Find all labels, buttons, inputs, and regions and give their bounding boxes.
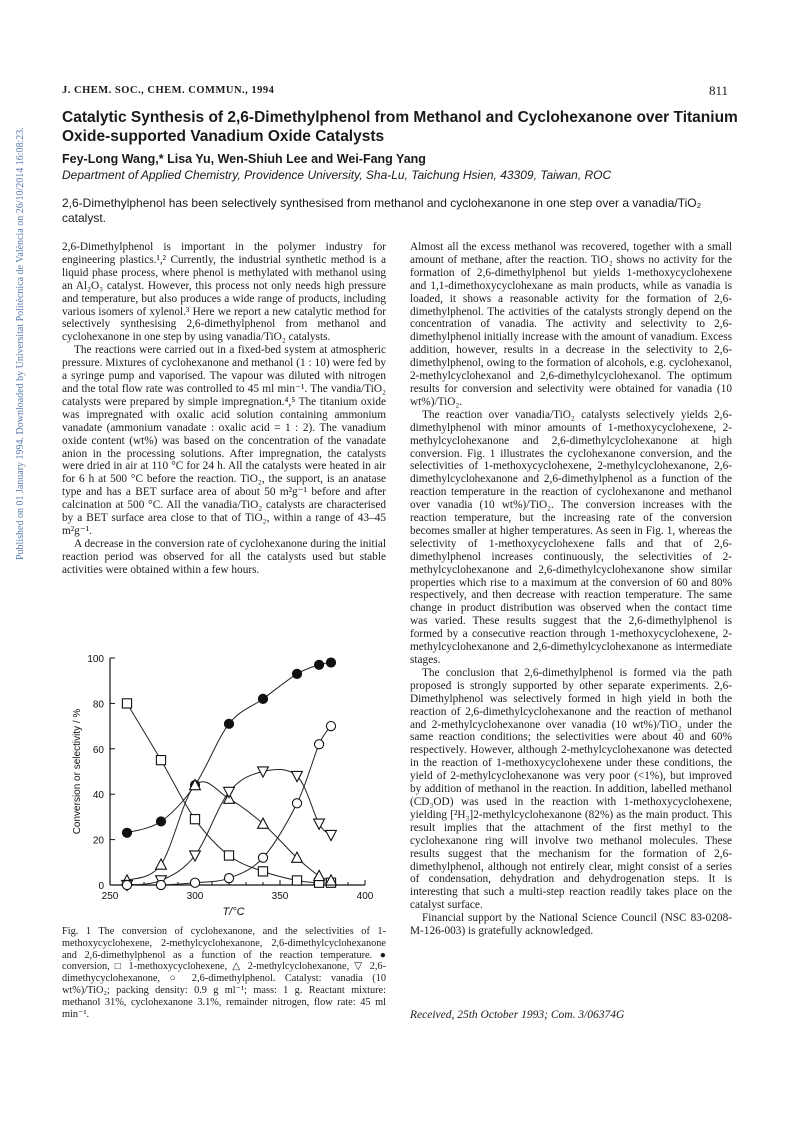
- data-point-dimethylphenol: [156, 880, 165, 889]
- x-tick-label: 350: [271, 891, 289, 902]
- paragraph: Financial support by the National Science Council (NSC 83-0208-M-126-003) is gratefully acknowledged.: [410, 912, 732, 938]
- y-tick-label: 0: [98, 881, 104, 892]
- figure-1: [62, 648, 392, 923]
- page-number: 811: [708, 83, 728, 98]
- right-column: [410, 241, 732, 938]
- y-tick-label: 20: [92, 835, 104, 847]
- x-tick-label: 300: [186, 891, 204, 902]
- figure-1-chart: [62, 648, 392, 923]
- data-point-dimethylphenol: [224, 874, 233, 883]
- y-tick-label: 40: [92, 790, 104, 802]
- data-point-methoxycyclohexene: [258, 867, 267, 876]
- data-point-methoxycyclohexene: [156, 756, 165, 765]
- x-tick-label: 250: [101, 891, 119, 902]
- data-point-conversion: [258, 694, 267, 703]
- data-point-dimethylphenol: [190, 878, 199, 887]
- data-point-dimethylphenol: [122, 880, 131, 889]
- data-point-methoxycyclohexene: [122, 699, 131, 708]
- data-point-dimethylphenol: [292, 799, 301, 808]
- x-tick-label: 400: [356, 891, 374, 902]
- data-point-dimethylcyclohexanone: [314, 819, 325, 829]
- authors: Fey-Long Wang,* Lisa Yu, Wen-Shiuh Lee and Wei-Fang Yang: [62, 152, 426, 166]
- x-axis-label: T/°C: [222, 906, 245, 918]
- abstract: 2,6-Dimethylphenol has been selectively synthesised from methanol and cyclohexanone in one step over a vanadia/TiO₂ catalyst.: [62, 196, 702, 225]
- data-point-dimethylphenol: [258, 853, 267, 862]
- data-point-methoxycyclohexene: [190, 815, 199, 824]
- received-line: Received, 25th October 1993; Com. 3/06374G: [410, 1009, 625, 1021]
- affiliation: Department of Applied Chemistry, Providence University, Sha-Lu, Taichung Hsien, 43309, Taiwan, ROC: [62, 168, 612, 182]
- data-point-conversion: [326, 658, 335, 667]
- y-tick-label: 60: [92, 744, 104, 756]
- journal-header: J. CHEM. SOC., CHEM. COMMUN., 1994: [62, 85, 275, 96]
- data-point-conversion: [315, 660, 324, 669]
- paragraph: The conclusion that 2,6-dimethylphenol is formed via the path proposed is strongly supported by other separate experiments. 2,6-Dimethylphenol was selectively formed in high yield in both the reaction of 2,6-dimethylcyclohexanone and the reaction of methanol and 2-methylcyclohexanone over vanadia (10 wt%)/TiO₂ under the same reaction conditions; the selectivities were about 40 and 60% respectively. However, although 2-methylcyclohexanone was detected in the reaction of 1-methoxycyclohexene under these conditions, the yield of 2-methylcyclohexanone was very poor (<1%), but improved by addition of methanol in the reaction. In addition, labelled methanol (CD₃OD) was used in the reaction with 1-methoxycyclohexene, yielding [²H₃]2-methylcyclohexanone (82%) as the main product. This result implies that the attachment of the first methyl to the cyclohexanone ring will involve two methanol molecules. These results suggest that the mechanism for the formation of 2,6-dimethylphenol, although not entirely clear, might consist of a series of condensation, dehydration and dehydrogenation steps. It is interesting that such a multi-step reaction readily takes place on the catalyst surface.: [410, 666, 732, 912]
- paragraph: A decrease in the conversion rate of cyclohexanone during the initial reaction period was observed for all the catalysts used but stable activities were obtained within a few hours.: [62, 537, 386, 576]
- paragraph: Almost all the excess methanol was recovered, together with a small amount of methane, after the reaction. TiO₂ shows no activity for the formation of 2,6-dimethylphenol but yields 1-methoxycyclohexene and 1,1-dimethoxycyclohexane as main products, while as vanadia is loaded, it shows a reasonable activity for the formation of 2,6-dimethylphenol. The activities of the catalysts strongly depend on the concentration of vanadia. The activity and selectivity to 2,6-dimethylphenol initially increase with the amount of vanadium. Excess addition, however, results in a decrease in the selectivity to 2,6-dimethylphenol, owing to the formation of alcohols, e.g. cyclohexanol, 2-methylcyclohexanol and 2,6-dimethylcyclohexanol. The optimum results for conversion and selectivity were obtained for vanadia (10 wt%)/TiO₂.: [410, 241, 732, 408]
- series-curve: [127, 663, 331, 833]
- y-axis-label: Conversion or selectivity / %: [72, 708, 83, 835]
- y-tick-label: 100: [87, 654, 104, 665]
- data-point-methylcyclohexanone: [314, 870, 325, 880]
- data-point-conversion: [292, 669, 301, 678]
- data-point-dimethylcyclohexanone: [326, 830, 337, 840]
- article-title: Catalytic Synthesis of 2,6-Dimethylphenol from Methanol and Cyclohexanone over Titanium Oxide-supported Vanadium Oxide Catalysts: [62, 109, 738, 145]
- data-point-conversion: [224, 719, 233, 728]
- paragraph: 2,6-Dimethylphenol is important in the polymer industry for engineering plastics.¹,² Currently, the industrial synthetic method is a liquid phase process, where phenol is methylated with methanol using an Al₂O₃ catalyst. However, this process not only needs high pressure and temperature, but also produces a wide range of products, including various isomers of xylenol.³ Here we report a new catalytic method for selectively synthesising 2,6-dimethylphenol from methanol and cyclohexanone in one step by using vanadia/TiO₂ catalysts.: [62, 241, 386, 344]
- data-point-conversion: [156, 817, 165, 826]
- data-point-methylcyclohexanone: [258, 818, 269, 828]
- data-point-methoxycyclohexene: [292, 876, 301, 885]
- data-point-dimethylphenol: [326, 722, 335, 731]
- paragraph: The reactions were carried out in a fixed-bed system at atmospheric pressure. Mixtures of cyclohexanone and methanol (1 : 10) were fed by a syringe pump and vaporised. The vapour was diluted with nitrogen and the total flow rate was controlled to 45 ml min⁻¹. The vandia/TiO₂ catalysts were prepared by simple impregnation.⁴,⁵ The titanium oxide was impregnated with oxalic acid solution containing ammonium vanadate (ammonium vanadate : oxalic acid = 1 : 2). The vanadium oxide content (wt%) was based on the concentration of the vanadate anion in the processing solutions. After impregnation, the catalysts were dried in air at 110 °C for 24 h. All the catalysts were heated in air for 6 h at 500 °C before the reaction. TiO₂, the support, is an anatase type and has a BET surface area of about 50 m²g⁻¹ before and after calcination at 500 °C. All the vanadia/TiO₂ catalysts are characterised by a BET surface area close to that of TiO₂, within a range of 43–45 m²g⁻¹.: [62, 344, 386, 537]
- data-point-dimethylphenol: [315, 740, 324, 749]
- figure-caption: Fig. 1 The conversion of cyclohexanone, and the selectivities of 1-methoxycyclohexene, 2-methylcyclohexanone, 2,6-dimethylcyclohexanone and 2,6-dimethylphenol as a function of the reaction temperature. ● conversion, □ 1-methoxycyclohexene, △ 2-methylcyclohexanone, ▽ 2,6-dimethycyclohexanone, ○ 2,6-dimethylphenol. Catalyst: vanadia (10 wt%)/TiO₂; packing density: 0.9 g ml⁻¹; mass: 1 g. Reactant mixture: methanol 31%, cyclohexanone 3.1%, remainder nitrogen, flow rate: 45 ml min⁻¹.: [62, 926, 386, 1020]
- data-point-methoxycyclohexene: [224, 851, 233, 860]
- data-point-methylcyclohexanone: [156, 859, 167, 869]
- y-tick-label: 80: [92, 699, 104, 711]
- data-point-conversion: [122, 828, 131, 837]
- paragraph: The reaction over vanadia/TiO₂ catalysts selectively yields 2,6-dimethylphenol with minor amounts of 1-methoxycyclohexene, 2-methylcyclohexanone and 2,6-dimethylcyclohexanone at high conversion. Fig. 1 illustrates the cyclohexanone conversion, and the selectivities of 1-methoxycyclohexene, 2-methylcyclohexanone, 2,6-dimethylcyclohexanone and 2,6-dimethylphenol as a function of the reaction temperature in the reaction of cyclohexanone and methanol over vanadia (10 wt%)/TiO₂. The conversion increases with the reaction temperature, but the increasing rate of the conversion becomes smaller at higher temperatures. As seen in Fig. 1, whereas the selectivity of 1-methoxycyclohexene falls and that of 2,6-dimethylphenol increases continuously, the selectivities of 2-methylcyclohexanone and 2,6-dimethylcyclohexanone show similar properties which rise to a maximum at the conversion of 60 and 80% respectively, and then decrease with reaction temperature. The same change in product distribution was observed when the contact time was varied. These results suggest that the 2,6-dimethylphenol is formed by a consecutive reaction through 1-methoxycyclohexene, 2-methylcyclohexanone and 2,6-dimethylcyclohexanone as intermediate stages.: [410, 408, 732, 666]
- left-column: [62, 241, 386, 577]
